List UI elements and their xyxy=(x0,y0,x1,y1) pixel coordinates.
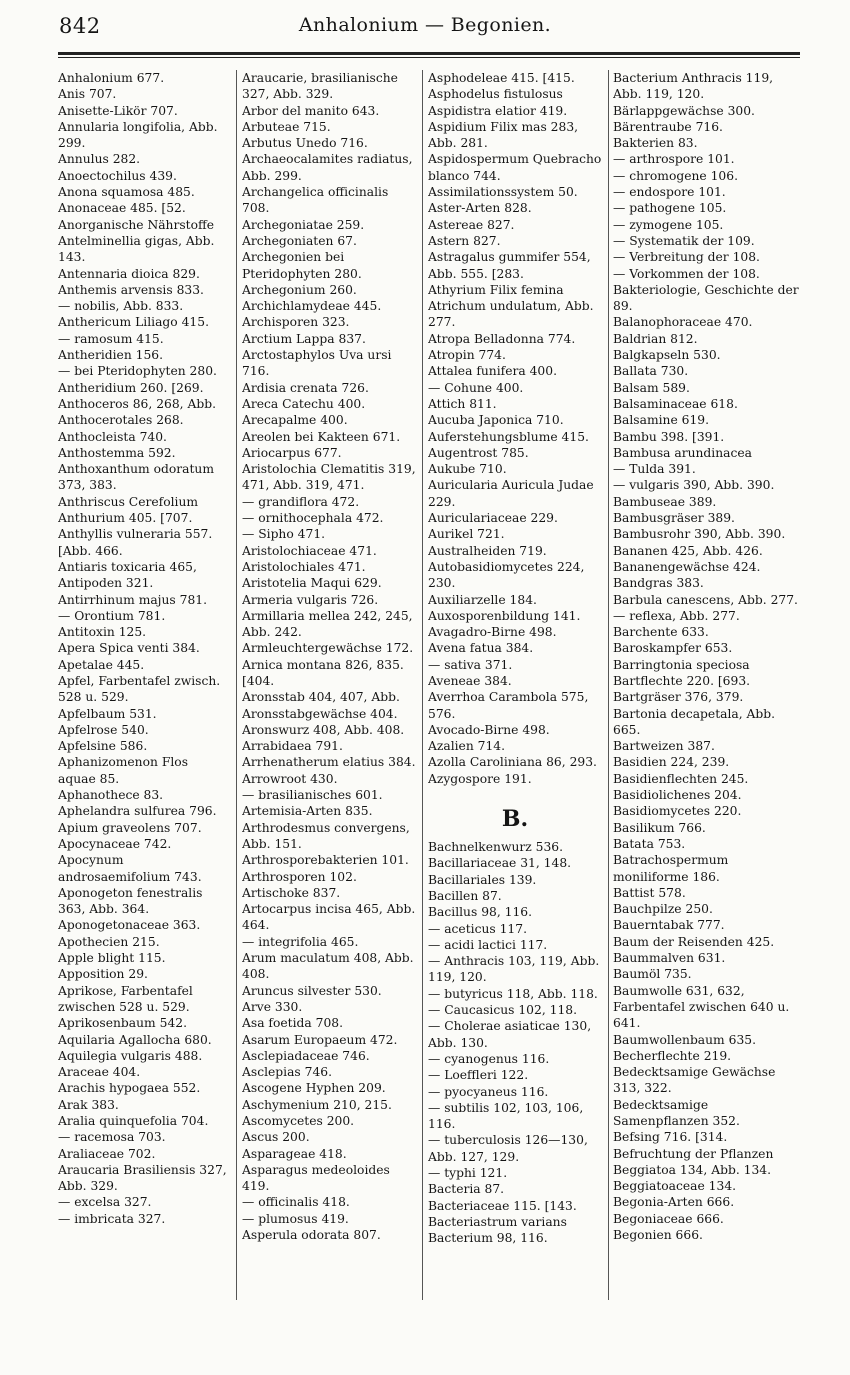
index-entry: Bacterium Anthracis 119, Abb. 119, 120. xyxy=(613,71,774,102)
index-entry: Balsaminaceae 618. xyxy=(613,396,738,411)
index-entry: Asclepias 746. xyxy=(242,1065,333,1080)
index-entry: Anisette-Likör 707. xyxy=(58,103,178,118)
index-entry: Arnica montana 826, 835. [404. xyxy=(242,657,404,688)
index-entry: — excelsa 327. xyxy=(58,1195,152,1210)
index-entry: Anorganische Nährstoffe xyxy=(58,217,214,232)
index-entry: Antitoxin 125. xyxy=(58,625,147,640)
index-entry: — Cholerae asiaticae 130, Abb. 130. xyxy=(428,1019,592,1050)
index-entry: Arrabidaea 791. xyxy=(242,739,343,754)
index-entry: Bambuseae 389. xyxy=(613,494,717,509)
index-entry: Aprikose, Farbentafel zwischen 528 u. 529. xyxy=(58,983,193,1014)
index-entry: Aristolochia Clematitis 319, 471, Abb. 319, 471. xyxy=(242,462,416,493)
index-entry: Arthrosporen 102. xyxy=(242,869,357,884)
index-entry: Auxosporenbildung 141. xyxy=(428,608,581,623)
index-entry: Basidiomycetes 220. xyxy=(613,804,742,819)
index-entry: Anthriscus Cerefolium xyxy=(58,494,199,509)
index-entry: Atropin 774. xyxy=(428,348,506,363)
index-entry: Bambusrohr 390, Abb. 390. xyxy=(613,527,786,542)
index-entry: Bananengewächse 424. xyxy=(613,559,761,574)
index-entry: Barbula canescens, Abb. 277. xyxy=(613,592,798,607)
index-entry: Aster-Arten 828. xyxy=(428,201,532,216)
index-entry: Apple blight 115. xyxy=(58,951,166,966)
index-entry: Attalea funifera 400. xyxy=(428,364,557,379)
index-entry: Annularia longifolia, Abb. 299. xyxy=(58,119,218,151)
index-entry: Basilikum 766. xyxy=(613,820,706,835)
index-entry: Baumwolle 631, 632, Farbentafel zwischen 640 u. 641. xyxy=(613,983,790,1031)
index-entry: Apposition 29. xyxy=(58,967,148,982)
index-entry: — Vorkommen der 108. xyxy=(613,266,760,281)
index-entry: Aucuba Japonica 710. xyxy=(428,413,564,428)
index-entry: Atropa Belladonna 774. xyxy=(428,331,576,346)
index-entry: — brasilianisches 601. xyxy=(242,788,383,803)
index-entry: Bacillariaceae 31, 148. xyxy=(428,856,572,871)
index-entry: Aralia quinquefolia 704. xyxy=(58,1114,209,1128)
index-entry: Apocynum androsaemifolium 743. xyxy=(58,853,202,884)
index-column-2 xyxy=(242,70,416,1300)
index-entry: Aruncus silvester 530. xyxy=(242,983,382,998)
index-entry: Araliaceae 702. xyxy=(58,1146,156,1161)
index-entry: Anthostemma 592. xyxy=(58,445,176,460)
index-entry: Begonia-Arten 666. xyxy=(613,1195,735,1210)
index-entry: — bei Pteridophyten 280. xyxy=(58,364,217,379)
index-entry: Bauchpilze 250. xyxy=(613,902,713,917)
index-entry: Aphelandra sulfurea 796. xyxy=(58,804,217,819)
index-entry: — ornithocephala 472. xyxy=(242,511,384,526)
index-entry: Anis 707. xyxy=(58,87,117,102)
index-entry: Arbutus Unedo 716. xyxy=(242,136,368,151)
index-entry: Bacteriastrum varians xyxy=(428,1214,567,1229)
index-entry: Asclepiadaceae 746. xyxy=(242,1048,370,1063)
index-entry: Assimilationssystem 50. xyxy=(428,185,578,200)
index-entry: Begoniaceae 666. xyxy=(613,1211,724,1226)
index-entry: Bacterium 98, 116. xyxy=(428,1231,548,1246)
index-entry: Bachnelkenwurz 536. xyxy=(428,840,564,855)
index-entry: Arthrosporebakterien 101. xyxy=(242,853,409,868)
index-entry: — integrifolia 465. xyxy=(242,934,359,949)
index-entry: — cyanogenus 116. xyxy=(428,1051,550,1066)
index-entry: Battist 578. xyxy=(613,885,686,900)
index-entry: Aronswurz 408, Abb. 408. xyxy=(242,722,405,737)
index-entry: Aronsstabgewächse 404. xyxy=(242,706,398,721)
index-entry: Baummalven 631. xyxy=(613,951,726,966)
column-divider xyxy=(608,70,609,1300)
index-entry: Aponogeton fenestralis 363, Abb. 364. xyxy=(58,885,203,917)
index-entry: Bartflechte 220. [693. xyxy=(613,673,751,688)
index-entry: Aponogetonaceae 363. xyxy=(58,918,201,933)
index-column-4 xyxy=(613,70,800,1300)
index-entry: Bärentraube 716. xyxy=(613,119,723,134)
index-entry: — zymogene 105. xyxy=(613,217,724,232)
index-entry: — Loeffleri 122. xyxy=(428,1068,529,1083)
index-entry: Asparageae 418. xyxy=(242,1146,347,1161)
index-entry: Areolen bei Kakteen 671. xyxy=(242,429,401,444)
index-entry: Batata 753. xyxy=(613,836,686,851)
index-entry: Bartonia decapetala, Abb. 665. xyxy=(613,706,776,737)
index-entry: Atrichum undulatum, Abb. 277. xyxy=(428,299,594,330)
index-entry: Aspidistra elatior 419. xyxy=(428,103,568,118)
index-entry: Azalien 714. xyxy=(428,739,506,754)
index-entry: Anthoxanthum odoratum 373, 383. xyxy=(58,462,215,493)
index-entry: Asparagus medeoloides 419. xyxy=(242,1162,390,1194)
index-entry: Bedecktsamige Gewächse 313, 322. xyxy=(613,1065,776,1096)
index-entry: Baroskampfer 653. xyxy=(613,641,733,656)
header-rule-thin xyxy=(58,57,800,58)
index-entry: Aristolochiaceae 471. xyxy=(242,543,377,558)
index-entry: Attich 811. xyxy=(428,396,497,411)
running-title: Anhalonium — Begonien. xyxy=(298,14,552,36)
index-entry: Ascomycetes 200. xyxy=(242,1114,355,1128)
index-entry: Australheiden 719. xyxy=(428,543,547,558)
index-entry: Bandgras 383. xyxy=(613,576,704,591)
index-entry: Aurikel 721. xyxy=(428,527,505,542)
index-entry: Aristotelia Maqui 629. xyxy=(242,576,382,591)
index-entry: Anhalonium 677. xyxy=(58,71,165,85)
index-entry: Areca Catechu 400. xyxy=(242,396,366,411)
index-entry: Barchente 633. xyxy=(613,625,709,640)
index-entry: — sativa 371. xyxy=(428,657,513,672)
index-entry: Ascus 200. xyxy=(242,1130,310,1145)
index-entry: Araucarie, brasilianische 327, Abb. 329. xyxy=(242,71,398,102)
index-entry: — reflexa, Abb. 277. xyxy=(613,608,740,623)
index-entry: Asphodeleae 415. [415. xyxy=(428,71,575,85)
index-entry: Athyrium Filix femina xyxy=(428,282,564,297)
index-entry: — butyricus 118, Abb. 118. xyxy=(428,986,598,1001)
index-entry: Arachis hypogaea 552. xyxy=(58,1081,201,1096)
index-entry: Avocado-Birne 498. xyxy=(428,722,550,737)
index-entry: Bartweizen 387. xyxy=(613,739,715,754)
index-entry: Baumwollenbaum 635. xyxy=(613,1032,757,1047)
index-entry: — vulgaris 390, Abb. 390. xyxy=(613,478,775,493)
index-entry: Astern 827. xyxy=(428,233,501,248)
index-entry: Anthocleista 740. xyxy=(58,429,167,444)
index-entry: Bacillen 87. xyxy=(428,888,502,903)
index-entry: Artischoke 837. xyxy=(242,885,341,900)
index-entry: Beggiatoa 134, Abb. 134. xyxy=(613,1162,772,1177)
index-entry: Augentrost 785. xyxy=(428,445,529,460)
index-entry: Asarum Europaeum 472. xyxy=(242,1032,398,1047)
index-entry: Apocynaceae 742. xyxy=(58,836,172,851)
index-column-1 xyxy=(58,70,232,1300)
index-entry: — Verbreitung der 108. xyxy=(613,250,760,265)
index-entry: Aukube 710. xyxy=(428,462,507,477)
column-divider xyxy=(236,70,237,1300)
index-entry: Balgkapseln 530. xyxy=(613,348,721,363)
index-entry: — Cohune 400. xyxy=(428,380,524,395)
index-entry: Armeria vulgaris 726. xyxy=(242,592,379,607)
header-rule-thick xyxy=(58,52,800,55)
index-entry: Asperula odorata 807. xyxy=(242,1228,381,1243)
index-entry: Apfelrose 540. xyxy=(58,722,149,737)
index-entry: Bakteriologie, Geschichte der 89. xyxy=(613,282,799,314)
index-entry: Autobasidiomycetes 224, 230. xyxy=(428,559,585,591)
index-entry: Bacteriaceae 115. [143. xyxy=(428,1198,577,1213)
index-entry: Apium graveolens 707. xyxy=(58,820,202,835)
index-entry: Antirrhinum majus 781. xyxy=(58,592,208,607)
index-entry: Anthurium 405. [707. xyxy=(58,511,193,526)
index-entry: — endospore 101. xyxy=(613,185,726,200)
index-entry: — tuberculosis 126—130, Abb. 127, 129. xyxy=(428,1133,588,1164)
index-entry: Bedecktsamige Samenpflanzen 352. xyxy=(613,1097,740,1128)
index-entry: — racemosa 703. xyxy=(58,1130,166,1145)
index-entry: Archichlamydeae 445. xyxy=(242,299,382,314)
section-letter-heading: B. xyxy=(501,806,529,833)
index-entry: Anoectochilus 439. xyxy=(58,168,177,183)
index-entry: Antheridium 260. [269. xyxy=(58,380,204,395)
index-entry: Bacillariales 139. xyxy=(428,872,537,887)
index-entry: Aristolochiales 471. xyxy=(242,559,366,574)
index-entry: Bakterien 83. xyxy=(613,136,698,151)
index-entry: Anthericum Liliago 415. xyxy=(58,315,209,330)
index-entry: Ardisia crenata 726. xyxy=(242,380,369,395)
index-entry: Artemisia-Arten 835. xyxy=(242,804,373,819)
index-entry: Astereae 827. xyxy=(428,217,515,232)
index-entry: Anthyllis vulneraria 557. [Abb. 466. xyxy=(58,527,213,558)
index-entry: Batrachospermum moniliforme 186. xyxy=(613,853,729,884)
index-entry: Aquilaria Agallocha 680. xyxy=(58,1032,212,1047)
index-entry: — acidi lactici 117. xyxy=(428,937,548,952)
index-entry: Arecapalme 400. xyxy=(242,413,348,428)
index-entry: Becherflechte 219. xyxy=(613,1048,732,1063)
index-entry: Azolla Caroliniana 86, 293. xyxy=(428,755,597,770)
index-entry: Apetalae 445. xyxy=(58,657,145,672)
index-entry: — pyocyaneus 116. xyxy=(428,1084,549,1099)
index-entry: Arum maculatum 408, Abb. 408. xyxy=(242,951,414,982)
index-entry: Arrowroot 430. xyxy=(242,771,338,786)
index-entry: Azygospore 191. xyxy=(428,771,532,786)
index-entry: Apfel, Farbentafel zwisch. 528 u. 529. xyxy=(58,673,221,705)
index-column-3 xyxy=(428,70,602,1300)
index-entry: Arctium Lappa 837. xyxy=(242,331,366,346)
index-entry: Beggiatoaceae 134. xyxy=(613,1179,737,1194)
index-entry: Avagadro-Birne 498. xyxy=(428,625,557,640)
index-entry: Archegonien bei Pteridophyten 280. xyxy=(242,250,362,281)
index-entry: Bambusa arundinacea xyxy=(613,445,752,460)
index-entry: — typhi 121. xyxy=(428,1166,508,1180)
index-entry: Auricularia Auricula Judae 229. xyxy=(428,478,594,509)
index-entry: Averrhoa Carambola 575, 576. xyxy=(428,690,589,721)
index-entry: Archegoniaten 67. xyxy=(242,233,357,248)
index-entry: Astragalus gummifer 554, Abb. 555. [283. xyxy=(428,250,591,281)
index-entry: Baldrian 812. xyxy=(613,331,698,346)
index-entry: Auferstehungsblume 415. xyxy=(428,429,589,444)
index-entry: Aprikosenbaum 542. xyxy=(58,1016,187,1031)
index-entry: Arrhenatherum elatius 384. xyxy=(242,755,416,770)
index-entry: — plumosus 419. xyxy=(242,1211,349,1226)
index-entry: Bambu 398. [391. xyxy=(613,429,725,444)
index-entry: Armillaria mellea 242, 245, Abb. 242. xyxy=(242,608,413,640)
index-entry: Arctostaphylos Uva ursi 716. xyxy=(242,348,392,379)
index-entry: Baum der Reisenden 425. xyxy=(613,934,775,949)
index-entry: — ramosum 415. xyxy=(58,331,164,346)
index-entry: Antelminellia gigas, Abb. 143. xyxy=(58,233,215,265)
index-entry: Araucaria Brasiliensis 327, Abb. 329. xyxy=(58,1162,227,1194)
index-entry: Armleuchtergewächse 172. xyxy=(242,641,414,656)
index-entry: Arthrodesmus convergens, Abb. 151. xyxy=(242,820,410,851)
index-entry: — Caucasicus 102, 118. xyxy=(428,1003,578,1018)
index-entry: Ballata 730. xyxy=(613,364,689,379)
index-entry: — aceticus 117. xyxy=(428,921,527,936)
index-entry: Balanophoraceae 470. xyxy=(613,315,753,330)
index-entry: Ascogene Hyphen 209. xyxy=(242,1081,386,1096)
index-entry: Anonaceae 485. [52. xyxy=(58,201,186,216)
index-entry: Antheridien 156. xyxy=(58,348,164,363)
column-divider xyxy=(422,70,423,1300)
index-entry: Aronsstab 404, 407, Abb. xyxy=(242,690,400,705)
index-entry: Bauerntabak 777. xyxy=(613,918,725,933)
index-entry: Baumöl 735. xyxy=(613,967,692,982)
index-entry: Apfelbaum 531. xyxy=(58,706,157,721)
index-entry: — Tulda 391. xyxy=(613,462,696,477)
index-entry: — officinalis 418. xyxy=(242,1195,350,1210)
index-entry: Auriculariaceae 229. xyxy=(428,511,558,526)
index-entry: Antipoden 321. xyxy=(58,576,154,591)
index-entry: Anthemis arvensis 833. xyxy=(58,282,204,297)
index-entry: Begonien 666. xyxy=(613,1228,703,1243)
index-entry: Befsing 716. [314. xyxy=(613,1130,728,1145)
index-entry: — pathogene 105. xyxy=(613,201,727,216)
index-entry: Arak 383. xyxy=(58,1097,119,1112)
index-entry: Aspidospermum Quebracho blanco 744. xyxy=(428,152,602,183)
index-entry: — Sipho 471. xyxy=(242,527,326,542)
index-entry: Apothecien 215. xyxy=(58,934,160,949)
index-entry: Basidiolichenes 204. xyxy=(613,788,742,803)
index-entry: Aquilegia vulgaris 488. xyxy=(58,1048,203,1063)
index-entry: Basidienflechten 245. xyxy=(613,771,749,786)
index-entry: Archaeocalamites radiatus, Abb. 299. xyxy=(242,152,413,183)
index-columns xyxy=(58,70,800,1300)
index-entry: — nobilis, Abb. 833. xyxy=(58,299,184,314)
index-entry: Archangelica officinalis 708. xyxy=(242,185,389,216)
index-entry: Archegoniatae 259. xyxy=(242,217,365,232)
index-entry: Befruchtung der Pflanzen xyxy=(613,1146,774,1161)
index-entry: Aveneae 384. xyxy=(428,673,512,688)
index-entry: Barringtonia speciosa xyxy=(613,657,750,672)
index-entry: Apera Spica venti 384. xyxy=(58,641,200,656)
index-entry: — arthrospore 101. xyxy=(613,152,735,167)
index-entry: Arve 330. xyxy=(242,999,303,1014)
index-entry: — Orontium 781. xyxy=(58,608,166,623)
index-entry: Anona squamosa 485. xyxy=(58,185,195,200)
index-entry: — grandiflora 472. xyxy=(242,494,360,509)
index-entry: Balsam 589. xyxy=(613,380,690,395)
index-entry: Archegonium 260. xyxy=(242,282,357,297)
index-entry: Asphodelus fistulosus xyxy=(428,87,563,102)
index-entry: Ariocarpus 677. xyxy=(242,445,342,460)
page-number: 842 xyxy=(59,14,101,38)
index-entry: Araceae 404. xyxy=(58,1065,141,1080)
index-entry: Bacteria 87. xyxy=(428,1182,505,1197)
index-entry: Bambusgräser 389. xyxy=(613,511,735,526)
index-entry: Archisporen 323. xyxy=(242,315,350,330)
index-entry: Arbor del manito 643. xyxy=(242,103,380,118)
index-entry: Antennaria dioica 829. xyxy=(58,266,200,281)
index-entry: — imbricata 327. xyxy=(58,1211,166,1226)
index-entry: Artocarpus incisa 465, Abb. 464. xyxy=(242,902,416,933)
index-entry: Anthocerotales 268. xyxy=(58,413,184,428)
index-entry: — chromogene 106. xyxy=(613,168,738,183)
index-entry: Aphanothece 83. xyxy=(58,788,164,803)
index-entry: Auxiliarzelle 184. xyxy=(428,592,537,607)
index-entry: Avena fatua 384. xyxy=(428,641,534,656)
index-entry: — subtilis 102, 103, 106, 116. xyxy=(428,1100,584,1132)
index-entry: Basidien 224, 239. xyxy=(613,755,730,770)
index-entry: — Anthracis 103, 119, Abb. 119, 120. xyxy=(428,954,600,985)
index-entry: Bärlappgewächse 300. xyxy=(613,103,755,118)
index-entry: — Systematik der 109. xyxy=(613,233,755,248)
index-entry: Bartgräser 376, 379. xyxy=(613,690,744,705)
index-entry: Antiaris toxicaria 465, xyxy=(58,559,197,574)
index-entry: Balsamine 619. xyxy=(613,413,710,428)
index-entry: Asa foetida 708. xyxy=(242,1016,344,1031)
index-entry: Apfelsine 586. xyxy=(58,739,148,754)
index-entry: Bananen 425, Abb. 426. xyxy=(613,543,763,558)
index-entry: Aphanizomenon Flos aquae 85. xyxy=(58,755,189,786)
index-entry: Anthoceros 86, 268, Abb. xyxy=(58,396,217,411)
index-entry: Arbuteae 715. xyxy=(242,119,331,134)
index-entry: Aspidium Filix mas 283, Abb. 281. xyxy=(428,119,579,151)
index-entry: Bacillus 98, 116. xyxy=(428,905,533,920)
index-entry: Annulus 282. xyxy=(58,152,141,167)
index-entry: Aschymenium 210, 215. xyxy=(242,1097,392,1112)
